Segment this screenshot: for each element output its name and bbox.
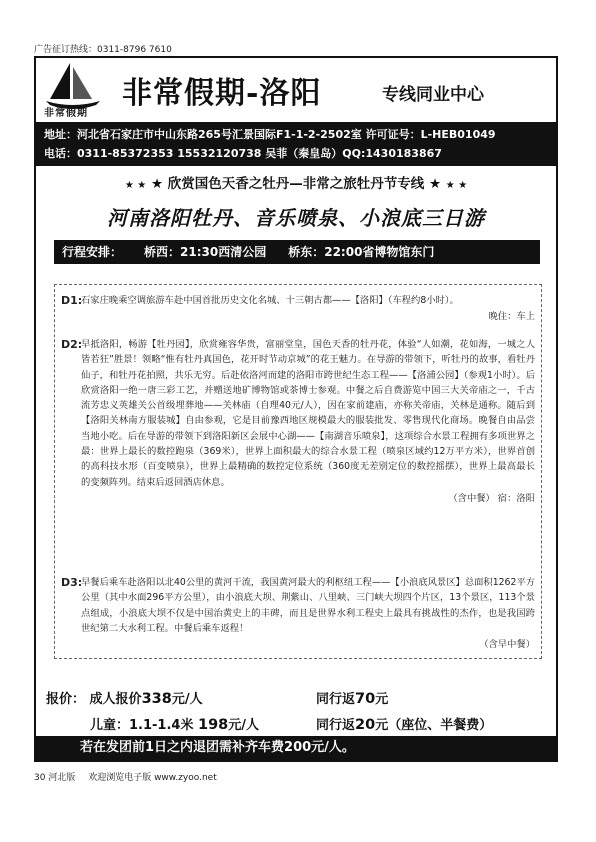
child-peer-text: 同行返 bbox=[316, 718, 356, 733]
star-icon: ★ bbox=[428, 176, 442, 192]
contact-bar bbox=[36, 122, 556, 166]
page-number: 30 河北版 bbox=[34, 773, 76, 783]
footer bbox=[34, 770, 217, 783]
itinerary-day-1 bbox=[61, 293, 535, 325]
cancellation-notice: 若在发团前1日之内退团需补齐车费200元/人。 bbox=[36, 736, 556, 760]
day-label: D1: bbox=[61, 294, 83, 307]
day-label: D3: bbox=[61, 576, 83, 589]
schedule-west: 桥西：21:30西清公园 bbox=[144, 245, 267, 259]
logo-text: 非常假期 bbox=[44, 108, 88, 119]
page-title: 非常假期-洛阳 bbox=[122, 76, 322, 111]
header bbox=[36, 58, 556, 122]
child-peer-value: 20 bbox=[355, 717, 376, 733]
day-accommodation: 晚住：车上 bbox=[488, 311, 535, 323]
adult-price-value: 338 bbox=[141, 691, 172, 707]
page-subtitle: 专线同业中心 bbox=[382, 85, 484, 105]
child-peer-unit: 元（座位、半餐费） bbox=[375, 718, 493, 733]
adult-price-text: 成人报价 bbox=[89, 692, 142, 707]
adult-peer-value: 70 bbox=[355, 691, 376, 707]
day-accommodation: （含中餐） 宿：洛阳 bbox=[448, 492, 535, 504]
address-line: 地址：河北省石家庄市中山东路265号汇景国际F1-1-2-2502室 许可证号：L-HEB01049 bbox=[44, 128, 496, 141]
adult-price-unit: 元/人 bbox=[171, 692, 203, 707]
itinerary-day-3 bbox=[61, 575, 535, 652]
price-section bbox=[46, 688, 546, 740]
day-text: 早抵洛阳，畅游【牡丹园】，欣赏雍容华贵，富丽堂皇，国色天香的牡丹花，体验“人如潮，花如海，一城之人皆若狂”胜景！领略“惟有牡丹真国色，花开时节动京城”的花王魅力。在导游的带领下，听牡丹的故事，看牡丹仙子，和牡丹花拍照，共乐无穷。后赴依洛河而建的洛阳市跨世纪生态工程——【洛浦公园】（参观1小时）。后欣赏洛阳一绝一唐三彩工艺，并赠送地矿博物馆或茶博士参观。中餐之后自费游览中国三大关帝庙之一，千古流芳忠义英雄关公首级埋葬地——关林庙（自理40元/人），因在家前建庙，亦称关帝庙，关林是通称。随后到【洛阳关林南方服装城】自由参观，它是目前豫西地区规模最大的服装批发、零售现代化商场。晚餐自由品尝当地小吃。后在导游的带领下到洛阳新区会展中心湖——【南湖音乐喷泉】，这项综合水景工程拥有多项世界之最：世界上最长的数控跑泉（369米），世界上面积最大的综合水景工程（喷泉区域约12万平方米），世界首创的高科技水形（百变喷泉），世界上最精确的数控定位系统（360度无差别定位的数控摇摆），世界上最高最长的变频阵列。结束后返回酒店休息。 bbox=[81, 339, 535, 488]
itinerary-day-2 bbox=[61, 337, 535, 506]
child-price-text: 儿童：1.1-1.4米 bbox=[90, 718, 198, 733]
price-row-adult bbox=[46, 688, 546, 714]
child-price-value: 198 bbox=[197, 717, 229, 733]
site-link[interactable]: 欢迎浏览电子版 www.zyoo.net bbox=[88, 773, 217, 783]
day-text: 石家庄晚乘空调旅游车赴中国首批历史文化名城、十三朝古都——【洛阳】（车程约8小时）。 bbox=[81, 295, 459, 306]
tour-title: 河南洛阳牡丹、音乐喷泉、小浪底三日游 bbox=[107, 206, 485, 230]
phone-line: 电话：0311-85372353 15532120738 吴菲（秦皇岛）QQ:1430183867 bbox=[44, 147, 442, 160]
ad-frame bbox=[34, 56, 558, 762]
banner-line1-text: 欣赏国色天香之牡丹—非常之旅牡丹节专线 bbox=[167, 176, 425, 192]
star-icon: ★ ★ bbox=[445, 180, 468, 191]
schedule-east: 桥东：22:00省博物馆东门 bbox=[288, 245, 435, 259]
day-label: D2: bbox=[61, 338, 83, 351]
child-price-unit: 元/人 bbox=[228, 718, 260, 733]
day-meals: （含早中餐） bbox=[479, 639, 535, 651]
itinerary-box bbox=[54, 284, 542, 659]
day-text: 早餐后乘车赴洛阳以北40公里的黄河干流，我国黄河最大的利枢纽工程——【小浪底风景区】总面积1262平方公里（其中水面296平方公里），由小浪底大坝、荆紫山、八里峡、三门峡大坝四个片区，13个景区，113个景点组成，小浪底大坝不仅是中国治黄史上的丰碑，而且是世界水利工程史上最具有挑战性的杰作，也是我国跨世纪第二大水利工程。中餐后乘车返程！ bbox=[81, 577, 535, 634]
schedule-bar bbox=[54, 240, 540, 264]
star-icon: ★ ★ bbox=[124, 180, 147, 191]
star-icon: ★ bbox=[150, 176, 164, 192]
adult-peer-unit: 元 bbox=[375, 692, 389, 707]
price-label: 报价： bbox=[46, 692, 86, 707]
adult-peer-text: 同行返 bbox=[316, 692, 356, 707]
banner-headline bbox=[36, 172, 556, 192]
schedule-label: 行程安排： bbox=[62, 245, 123, 259]
ad-hotline: 广告征订热线：0311-8796 7610 bbox=[34, 45, 172, 55]
